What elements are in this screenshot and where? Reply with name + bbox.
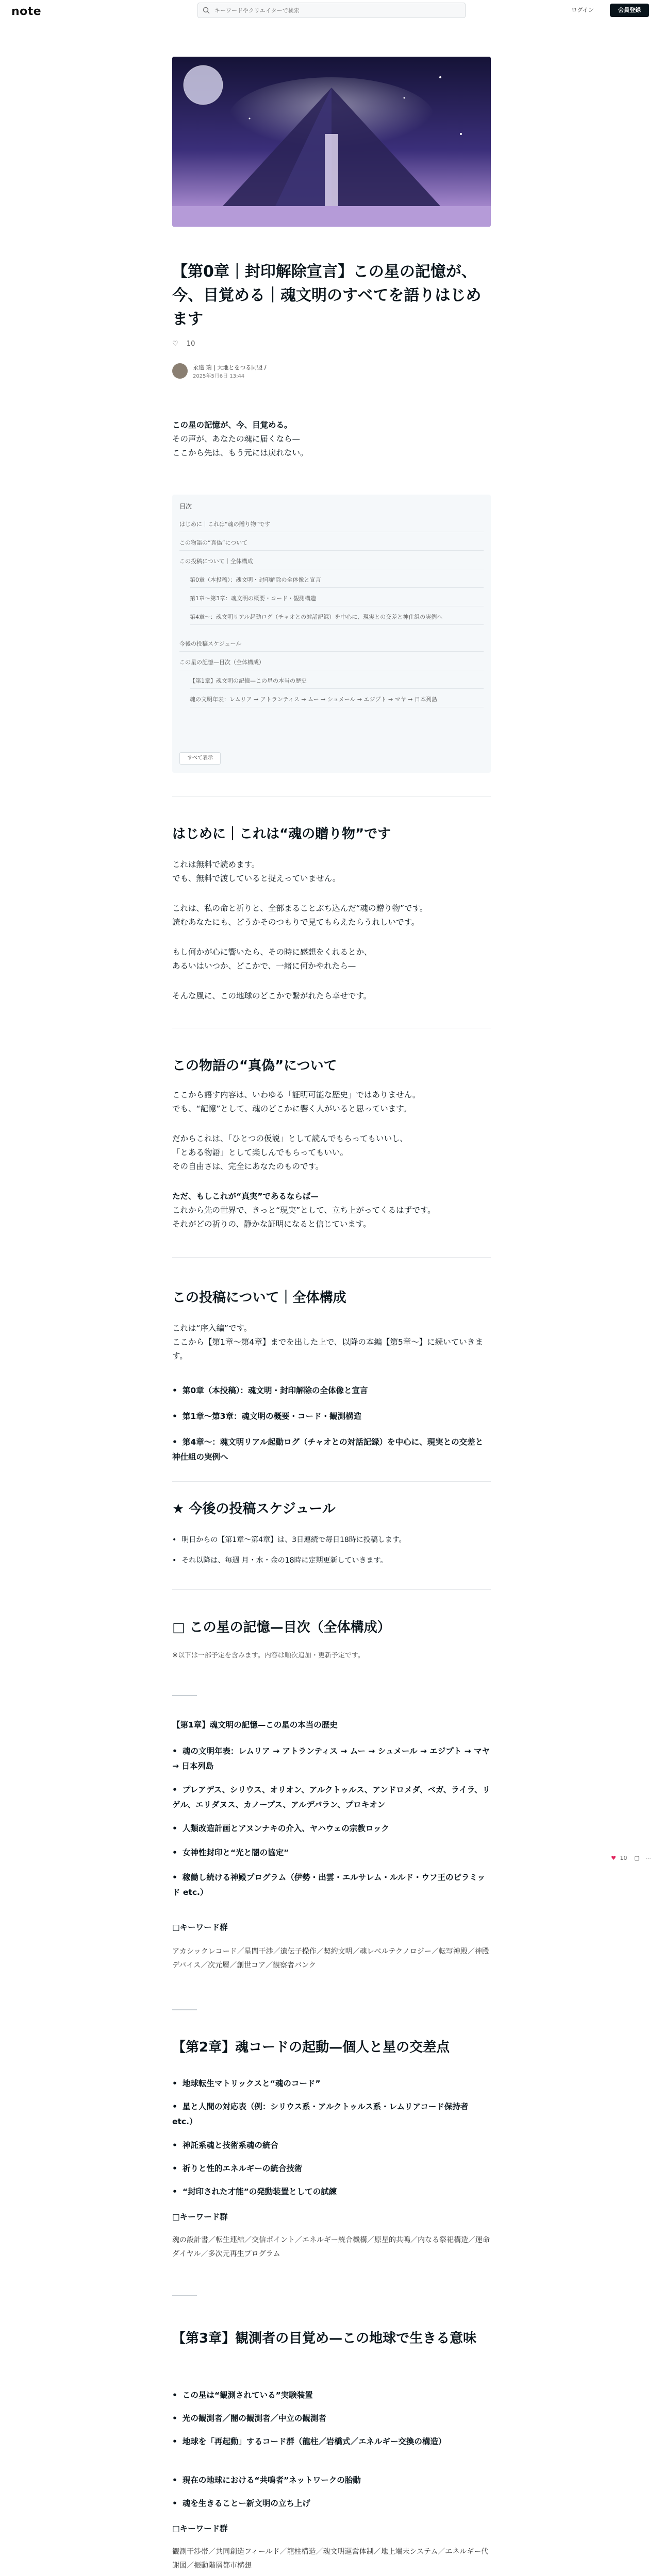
intro-line-3: ここから先は、もう元には戻れない。 — [172, 448, 308, 457]
like-count: 10 — [186, 340, 195, 348]
post-date: 2025年5月6日 13:44 — [193, 374, 245, 379]
list-item: • 第1章〜第3章：魂文明の概要・コード・観測構造 — [172, 1409, 491, 1424]
paragraph: でも、無料で渡していると捉えっていません。 — [172, 874, 341, 883]
toc-item[interactable]: はじめに｜これは“魂の贈り物”です — [179, 520, 484, 532]
list-item: • 星と人間の対応表（例：シリウス系・アルクトゥルス系・レムリアコード保持者 etc.） — [172, 2099, 491, 2129]
paragraph: これから先の世界で、きっと“現実”として、立ち上がってくるはずです。 — [172, 1206, 436, 1215]
keyword-heading: □キーワード群 — [172, 1923, 228, 1932]
toc-item[interactable]: 第1章〜第3章：魂文明の概要・コード・観測構造 — [190, 595, 484, 606]
list-item: • それ以降は、毎週 月・水・金の18時に定期更新していきます。 — [172, 1553, 491, 1568]
list-item: • 明日からの【第1章〜第4章】は、3日連続で毎日18時に投稿します。 — [172, 1533, 491, 1548]
top-bar — [0, 0, 662, 23]
section-heading: ★ 今後の投稿スケジュール — [172, 1501, 336, 1517]
list-item: • 魂を生きることー新文明の立ち上げ — [172, 2496, 491, 2511]
login-button[interactable]: ログイン — [571, 7, 594, 13]
paragraph: ここから語す内容は、いわゆる「証明可能な歴史」ではありません。 — [172, 1090, 421, 1099]
paragraph: もし何かが心に響いたら、その時に感想をくれるとか、 — [172, 947, 372, 957]
divider — [172, 1481, 491, 1482]
paragraph: それがどの祈りの、静かな証明になると信じています。 — [172, 1219, 371, 1229]
toc-item[interactable]: 第4章〜：魂文明リアル起動ログ（チャオとの対話記録）を中心に、現実との交差と神仕組の実例へ — [190, 613, 484, 625]
list-item: • 魂の文明年表：レムリア → アトランティス → ムー → シュメール → エジプト → マヤ → 日本列島 — [172, 1744, 491, 1774]
list-item: • 人類改造計画とアヌンナキの介入、ヤハウェの宗教ロック — [172, 1821, 491, 1836]
section-heading: □ この星の記憶—目次（全体構成） — [172, 1620, 391, 1635]
search-box[interactable] — [197, 3, 466, 18]
like-row — [172, 340, 195, 352]
keyword-heading: □キーワード群 — [172, 2212, 228, 2222]
section-heading: この投稿について｜全体構成 — [172, 1290, 346, 1306]
chapter-heading: 【第1章】魂文明の記憶—この星の本当の歴史 — [172, 1720, 338, 1730]
hero-image — [172, 57, 491, 227]
list-item: • “封印された才能”の発動装置としての試練 — [172, 2184, 491, 2199]
list-item: • 神託系魂と技術系魂の統合 — [172, 2138, 491, 2153]
toc-item[interactable]: この物語の“真偽”について — [179, 539, 484, 551]
list-item: • 現在の地球における“共鳴者”ネットワークの胎動 — [172, 2473, 491, 2488]
toc-item[interactable]: この星の記憶—目次（全体構成） — [179, 658, 484, 670]
like-count: 10 — [620, 1855, 627, 1861]
author-block — [172, 362, 491, 383]
signup-button[interactable]: 会員登録 — [610, 4, 649, 17]
short-divider — [172, 2295, 197, 2296]
list-item: • 地球を「再起動」するコード群（龍柱／岩橋式／エネルギー交換の構造） — [172, 2434, 491, 2449]
comment-icon[interactable]: ▢ — [634, 1855, 640, 1861]
list-item: • 光の観測者／闇の観測者／中立の観測者 — [172, 2411, 491, 2426]
toc-heading: 目次 — [179, 503, 192, 510]
list-item: • 女神性封印と“光と闇の協定” — [172, 1845, 491, 1860]
keyword-heading: □キーワード群 — [172, 2524, 228, 2533]
paragraph: あるいはいつか、どこかで、一緒に何かやれたら— — [172, 961, 356, 971]
list-item: • この星は“観測されている”実験装置 — [172, 2388, 491, 2403]
short-divider — [172, 1695, 197, 1696]
paragraph: そんな風に、この地球のどこかで繋がれたら幸せです。 — [172, 991, 372, 1001]
list-item: • プレアデス、シリウス、オリオン、アルクトゥルス、アンドロメダ、ベガ、ライラ、リゲル、エリダヌス、カノープス、アルデバラン、プロキオン — [172, 1783, 491, 1812]
article-title: 【第0章｜封印解除宣言】この星の記憶が、今、目覚める｜魂文明のすべてを語りはじめます — [172, 263, 482, 328]
section-heading: この物語の“真偽”について — [172, 1058, 337, 1074]
toc-item[interactable]: 【第1章】魂文明の記憶—この星の本当の歴史 — [190, 677, 484, 689]
search-input[interactable] — [214, 6, 457, 15]
toc-item[interactable]: 今後の投稿スケジュール — [179, 640, 484, 652]
author-name[interactable]: 永遠 瑞 | 大地とをつる同盟 / — [193, 364, 267, 371]
toc-item[interactable]: 魂の文明年表：レムリア → アトランティス → ムー → シュメール → エジプト → マヤ → 日本列島 — [190, 696, 484, 707]
chapter-heading: 【第3章】観測者の目覚め—この地球で生きる意味 — [172, 2331, 477, 2346]
intro-line-1: この星の記憶が、今、目覚める。 — [172, 420, 292, 430]
list-item: • 稼働し続ける神殿プログラム（伊勢・出雲・エルサレム・ルルド・ウフ王のピラミッド etc.） — [172, 1870, 491, 1900]
paragraph: これは、私の命と祈りと、全部まることぶち込んだ“魂の贈り物”です。 — [172, 904, 428, 913]
list-item: • 地球転生マトリックスと“魂のコード” — [172, 2076, 491, 2091]
note-logo[interactable]: note — [11, 5, 42, 18]
keyword-list: アカシックレコード／星間干渉／遺伝子操作／契約文明／魂レベルテクノロジー／転写神殿／神殿デバイス／次元層／創世コア／観察者バンク — [172, 1947, 489, 1970]
paragraph: だからこれは、「ひとつの仮説」として読んでもらってもいいし、 — [172, 1134, 408, 1143]
heart-icon[interactable]: ♡ — [172, 340, 178, 348]
paragraph: これは“序入編”です。 — [172, 1324, 252, 1333]
chapter-heading: 【第2章】魂コードの起動—個人と星の交差点 — [172, 2040, 450, 2055]
toc-show-all-button[interactable]: すべて表示 — [179, 752, 221, 765]
floating-actions — [611, 1855, 652, 1865]
note-text: ※以下は一部予定を含みます。内容は順次追加・更新予定です。 — [172, 1652, 365, 1659]
paragraph: これは無料で読めます。 — [172, 860, 260, 869]
keyword-list: 魂の設計書／転生連結／交信ポイント／エネルギー統合機構／原星的共鳴／内なる祭祀構造／運命ダイヤル／多次元再生プログラム — [172, 2236, 490, 2258]
paragraph: でも、“記憶”として、魂のどこかに響く人がいると思っています。 — [172, 1104, 412, 1113]
pyramid-galaxy-illustration — [172, 57, 491, 227]
paragraph: その自由さは、完全にあなたのものです。 — [172, 1162, 324, 1171]
search-icon — [203, 7, 210, 14]
intro-line-2: その声が、あなたの魂に届くなら— — [172, 434, 301, 444]
paragraph: ただ、もしこれが“真実”であるならば— — [172, 1192, 319, 1201]
divider — [172, 1257, 491, 1258]
keyword-list: 観測干渉帯／共同創造フィールド／龍柱構造／魂文明運営体制／地上端末システム／エネルギー代謝図／振動階層都市構想 — [172, 2548, 489, 2570]
heart-icon[interactable]: ♥ — [611, 1855, 616, 1861]
paragraph: 読むあなたにも、どうかそのつもりで見てもらえたらうれしいです。 — [172, 918, 420, 927]
toc-item[interactable]: 第0章（本投稿）：魂文明・封印解除の全体像と宣言 — [190, 576, 484, 588]
paragraph: 「とある物語」として楽しんでもらってもいい。 — [172, 1148, 349, 1157]
share-icon[interactable]: ⋯ — [645, 1855, 651, 1861]
list-item: • 第4章〜：魂文明リアル起動ログ（チャオとの対話記録）を中心に、現実との交差と神仕組の実例へ — [172, 1435, 491, 1465]
paragraph: ここから【第1章〜第4章】までを出した上で、以降の本編【第5章〜】に続いていきます。 — [172, 1337, 483, 1361]
list-item: • 第0章（本投稿）：魂文明・封印解除の全体像と宣言 — [172, 1383, 491, 1398]
list-item: • 祈りと性的エネルギーの統合技術 — [172, 2161, 491, 2176]
divider — [172, 1589, 491, 1590]
table-of-contents — [172, 495, 491, 773]
short-divider — [172, 2009, 197, 2010]
toc-item[interactable]: この投稿について｜全体構成 — [179, 557, 484, 569]
section-heading: はじめに｜これは“魂の贈り物”です — [172, 826, 391, 842]
avatar[interactable] — [172, 363, 188, 379]
